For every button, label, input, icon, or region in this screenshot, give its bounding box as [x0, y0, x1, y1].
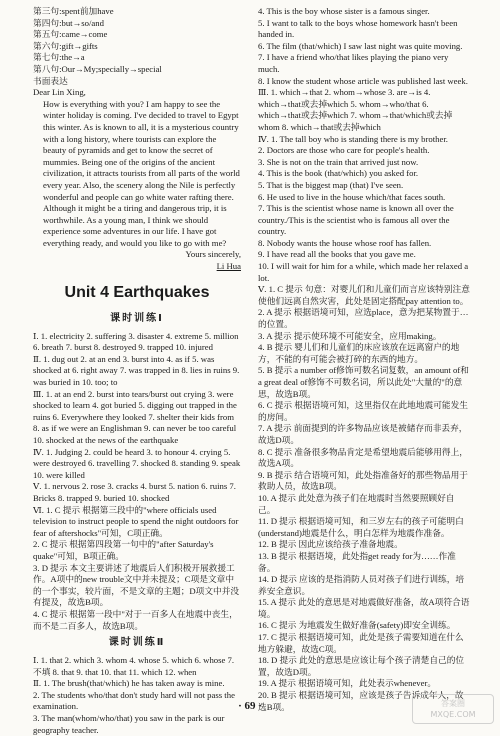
answer-line: 9. I have read all the books that you gave me.	[258, 249, 416, 260]
answer-line: Ⅲ. 1. which→that 2. whom→whose 3. are→is 4. which→that或去掉which 5. whom→who/that 6. which→that或去掉which 7. whom→that/which或去掉whom 8. which→that或去掉which	[258, 87, 453, 132]
answer-line: 6. The film (that/which) I saw last night was quite moving.	[258, 40, 463, 51]
answer-line: 3. She is not on the train that arrived just now.	[258, 156, 419, 167]
answer-line: 2. The students who/that don't study hard will not pass the examination.	[33, 689, 235, 712]
right-answers	[258, 6, 470, 713]
essay-line: 第五句:came→come	[33, 29, 108, 40]
answer-line: 5. That is the biggest map (that) I've seen.	[258, 179, 404, 190]
answer-line: Ⅱ. 1. The brush(that/which) he has taken away is mine.	[33, 678, 225, 689]
answer-line: 3. D 提示 本文主要讲述了地震后人们积极开展救援工作。A项中的new trouble文中并未提及；C项是文章中的一个事实，较片面，不是文章的主题；D项文中并没有提及，故选B项。	[33, 562, 240, 608]
answer-line: Ⅱ. 1. dug out 2. at an end 3. burst into 4. as if 5. was shocked at 6. right away 7. was trapped in 8. lies in ruins 9. was buried in 10. too; to	[33, 353, 240, 388]
letter-signature: Li Hua	[216, 261, 241, 272]
section-1-answers	[33, 331, 241, 632]
watermark-text: 答案圈 MXQE.COM	[430, 699, 476, 719]
answer-line: Ⅲ. 1. at an end 2. burst into tears/burst out crying 3. were shocked to learn 4. got buried 5. digging out trapped in the ruins 6. Everywhere they looked 7. shelter their kids from 8. as if we were an Englishman 9. can never be too careful 10. shocked at the news of the earthquake	[33, 388, 237, 445]
answer-line: 3. A 提示 提示使环境不可能安全，应用making。	[258, 330, 442, 341]
answer-line: Ⅰ. 1. electricity 2. suffering 3. disaster 4. extreme 5. million 6. breath 7. burst 8. destroyed 9. trapped 10. injured	[33, 330, 239, 353]
answer-line: 14. D 提示 应该的是指消防人员对孩子们进行训练，培养安全意识。	[258, 574, 465, 596]
answer-line: 18. D 提示 此处的意思是应该让每个孩子清楚自己的位置，故选D项。	[258, 655, 465, 677]
answer-line: 6. He used to live in the house which/that faces south.	[258, 191, 446, 202]
answer-line: 4. C 提示 根据第一段中"对于一百多人在地震中丧生，而不是二百多人，故选B项。	[33, 608, 238, 631]
answer-line: 5. B 提示 a number of修饰可数名词复数，an amount of和a great deal of修饰不可数名词，所以此处"大量的"的意思，故选B项。	[258, 365, 469, 399]
answer-line: 19. A 提示 根据语境可知，此处表示whenever。	[258, 678, 437, 689]
answer-line: 12. B 提示 因此应该给孩子准备地震。	[258, 539, 403, 550]
answer-line: 20. B 提示 根据语境可知，应该是孩子告诉成年人，故选B项。	[258, 690, 464, 712]
section-title-2: 课时训练Ⅱ	[108, 637, 166, 649]
answer-line: 10. A 提示 此处意为孩子们在地震时当然要照顾好自己。	[258, 492, 455, 515]
answer-line: Ⅳ. 1. The tall boy who is standing there is my brother.	[258, 133, 448, 144]
answer-line: Ⅴ. 1. nervous 2. rose 3. cracks 4. burst 5. nation 6. ruins 7. Bricks 8. trapped 9. buried 10. shocked	[33, 481, 236, 503]
answer-line: Ⅴ. 1. C 提示 句意：对婴儿们和儿童们而言应该特别注意使他们远离自然灾害，此处是固定搭配pay attention to。	[258, 284, 470, 306]
essay-line: 第三句:spent前加have	[33, 6, 114, 16]
essay-line: 第六句:gift→gifts	[33, 40, 98, 51]
right-column	[258, 6, 470, 713]
answer-line: 2. Doctors are those who care for people's health.	[258, 145, 430, 156]
essay-section	[33, 6, 241, 249]
answer-line: 8. Nobody wants the house whose roof has fallen.	[258, 237, 432, 248]
answer-line: 5. I want to talk to the boys whose homework hasn't been handed in.	[258, 17, 458, 40]
answer-line: Ⅳ. 1. Judging 2. could be heard 3. to honour 4. crying 5. were destroyed 6. travelling 7. shocked 8. standing 9. speak 10. were killed	[33, 446, 241, 480]
answer-line: Ⅵ. 1. C 提示 根据第三段中的"where officials used television to instruct people to spend the night outdoors for fear of aftershocks"可知，C项正确。	[33, 504, 239, 538]
answer-line: 6. C 提示 根据语境可知，这里指仅在此地地震可能发生的房间。	[258, 400, 468, 422]
essay-line: 书面表达	[33, 75, 68, 86]
answer-line: 16. C 提示 为地震发生做好准备(safety)即安全训练。	[258, 620, 456, 631]
answer-line: 9. B 提示 结合语境可知，此处指准备好的那些物品用于救助人员，故选B项。	[258, 469, 468, 492]
answer-line: 17. C 提示 根据语境可知，此处是孩子需要知道在什么地方躲避，故选C项。	[258, 632, 464, 654]
answer-line: 8. C 提示 准备很多物品肯定是希望地震后能够用得上，故选A项。	[258, 446, 468, 469]
answer-line: 7. This is the scientist whose name is known all over the country./This is the scientist who is famous all over the country.	[258, 203, 454, 237]
answer-line: 11. D 提示 根据语境可知，和三岁左右的孩子可能明白(understand)地震是什么，明白怎样为地震作准备。	[258, 516, 464, 538]
section-2-answers	[33, 655, 241, 736]
answer-line: 7. A 提示 前面提到的许多物品应该是被储存而非丢弃，故选D项。	[258, 423, 468, 445]
answer-line: 4. This is the boy whose sister is a famous singer.	[258, 6, 430, 16]
essay-line: 第八句:Our→My;specially→special	[33, 63, 162, 74]
answer-line: 4. This is the book (that/which) you asked for.	[258, 168, 419, 179]
essay-line: Dear Lin Xing,	[33, 87, 86, 98]
answer-line: 2. C 提示 根据第四段第一句中的"after Saturday's quake"可知，B项正确。	[33, 539, 214, 561]
answer-line: 4. B 提示 婴儿们和儿童们的床应该放在远离窗户的地方，不能的有可能会被打碎的东西的地方。	[258, 342, 460, 364]
page-number: · 69 ·	[238, 700, 262, 712]
answer-line: Ⅰ. 1. that 2. which 3. whom 4. whose 5. which 6. whose 7. 不填 8. that 9. that 10. that 11. which 12. when	[33, 655, 235, 677]
answer-line: 15. A 提示 此处的意思是对地震做好准备，故A项符合语境。	[258, 597, 470, 619]
answer-line: 3. The man(whom/who/that) you saw in the park is our geography teacher.	[33, 713, 225, 735]
answer-line: 13. B 提示 根据语境，此处指get ready for为……作准备。	[258, 550, 456, 573]
unit-title: Unit 4 Earthquakes	[64, 283, 210, 301]
section-title-1: 课时训练Ⅰ	[110, 312, 164, 324]
answer-line: 8. I know the student whose article was published last week.	[258, 75, 468, 86]
letter-closing: Yours sincerely,	[185, 249, 241, 260]
essay-line: 第七句:the→a	[33, 52, 85, 63]
answer-line: 7. I have a friend who/that likes playing the piano very much.	[258, 52, 449, 74]
answer-line: 10. I will wait for him for a while, which made her relaxed a lot.	[258, 261, 469, 283]
left-column	[33, 6, 241, 736]
essay-line: 第四句:but→so/and	[33, 17, 104, 28]
answer-line: 2. A 提示 根据语境可知，应选place，意为把某物置于…的位置。	[258, 307, 469, 330]
watermark-logo	[412, 694, 494, 724]
essay-line: How is everything with you? I am happy to see the winter holiday is coming. I've decided to travel to Egypt this winter. As is known to all, it is a mysterious country with a long history, where tourists can explore the beauty of pyramids and get to know the secret of mummies. Being one of the origins of the ancient civilization, it attracts tourists from all parts of the world every year. Also, the scenery along the Nile is perfectly wonderful and people can go white water rafting there. Although it might be a tiring and dangerous trip, it is worthwhile. As a young man, I think we should experience some adventures in our life. I have got everything ready, and would you like to go with me?	[43, 98, 240, 248]
